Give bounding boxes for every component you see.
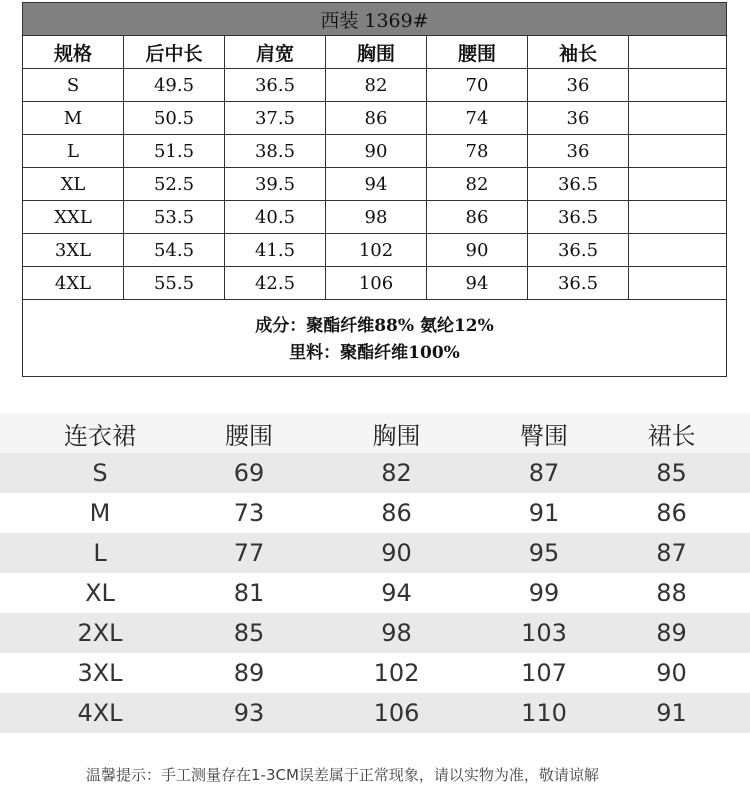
- suit-value-cell: 38.5: [225, 135, 326, 167]
- dress-size-cell: XL: [85, 579, 115, 607]
- suit-size-cell: 3XL: [23, 234, 124, 266]
- dress-size-cell: M: [89, 499, 111, 527]
- dress-value-cell: 86: [381, 499, 412, 527]
- suit-value-cell: 36.5: [528, 267, 629, 299]
- suit-value-cell: 74: [427, 102, 528, 134]
- suit-table-row: [23, 201, 726, 234]
- dress-value-cell: 98: [381, 619, 412, 647]
- dress-value-cell: 88: [656, 579, 687, 607]
- suit-table-row: [23, 234, 726, 267]
- dress-table-row: [0, 693, 750, 733]
- dress-value-cell: 69: [233, 459, 265, 487]
- suit-value-cell: 41.5: [225, 234, 326, 266]
- suit-value-cell: [629, 267, 726, 299]
- dress-header-cell: 臀围: [520, 421, 568, 450]
- composition-note: 成分：聚酯纤维88% 氨纶12%: [255, 315, 494, 336]
- suit-header-cell: 袖长: [528, 36, 629, 68]
- suit-value-cell: 98: [326, 201, 427, 233]
- suit-header-cell: 胸围: [326, 36, 427, 68]
- suit-value-cell: 36: [528, 102, 629, 134]
- dress-value-cell: 91: [528, 499, 560, 527]
- suit-size-cell: XXL: [23, 201, 124, 233]
- suit-table-row: [23, 102, 726, 135]
- dress-table-row: [0, 453, 750, 493]
- suit-value-cell: [629, 201, 726, 233]
- suit-header-cell: 腰围: [427, 36, 528, 68]
- suit-value-cell: 102: [326, 234, 427, 266]
- measurement-note: 温馨提示：手工测量存在1-3CM误差属于正常现象，请以实物为准，敬请谅解: [86, 766, 599, 784]
- dress-size-cell: 2XL: [77, 619, 123, 647]
- suit-value-cell: 36: [528, 135, 629, 167]
- suit-size-table: [22, 2, 727, 377]
- suit-value-cell: [629, 234, 726, 266]
- dress-size-cell: L: [93, 539, 107, 567]
- suit-value-cell: 70: [427, 69, 528, 101]
- dress-table-row: [0, 573, 750, 613]
- dress-header-cell: 裙长: [647, 421, 696, 450]
- suit-table-row: [23, 267, 726, 300]
- dress-value-cell: 110: [521, 699, 567, 727]
- dress-value-cell: 85: [233, 619, 265, 647]
- suit-value-cell: [629, 168, 726, 200]
- suit-table-row: [23, 168, 726, 201]
- suit-header-cell: [629, 36, 726, 68]
- dress-value-cell: 81: [233, 579, 265, 607]
- suit-value-cell: 51.5: [124, 135, 225, 167]
- dress-size-cell: 4XL: [77, 699, 123, 727]
- suit-value-cell: 86: [326, 102, 427, 134]
- suit-value-cell: 36.5: [225, 69, 326, 101]
- suit-value-cell: [629, 135, 726, 167]
- dress-value-cell: 82: [381, 459, 412, 487]
- dress-value-cell: 107: [521, 659, 567, 687]
- suit-size-cell: S: [23, 69, 124, 101]
- dress-value-cell: 89: [656, 619, 687, 647]
- dress-value-cell: 99: [528, 579, 560, 607]
- dress-value-cell: 77: [233, 539, 265, 567]
- suit-value-cell: 53.5: [124, 201, 225, 233]
- dress-value-cell: 103: [521, 619, 567, 647]
- dress-value-cell: 85: [656, 459, 687, 487]
- dress-value-cell: 90: [656, 659, 687, 687]
- suit-value-cell: 78: [427, 135, 528, 167]
- suit-table-title: 西装 1369#: [23, 3, 726, 36]
- suit-value-cell: 40.5: [225, 201, 326, 233]
- suit-value-cell: 36: [528, 69, 629, 101]
- suit-value-cell: 36.5: [528, 201, 629, 233]
- dress-value-cell: 102: [373, 659, 420, 687]
- dress-value-cell: 87: [528, 459, 560, 487]
- suit-value-cell: [629, 102, 726, 134]
- dress-value-cell: 95: [528, 539, 560, 567]
- suit-size-cell: L: [23, 135, 124, 167]
- dress-header-cell: 连衣裙: [64, 421, 136, 450]
- dress-value-cell: 87: [656, 539, 687, 567]
- suit-value-cell: 106: [326, 267, 427, 299]
- lining-note: 里料：聚酯纤维100%: [289, 342, 460, 363]
- suit-header-cell: 后中长: [124, 36, 225, 68]
- suit-value-cell: 36.5: [528, 234, 629, 266]
- dress-header-cell: 腰围: [225, 421, 273, 450]
- dress-size-cell: S: [92, 459, 108, 487]
- suit-value-cell: 54.5: [124, 234, 225, 266]
- suit-table-body: [23, 69, 726, 300]
- dress-value-cell: 90: [381, 539, 412, 567]
- suit-value-cell: 94: [326, 168, 427, 200]
- dress-value-cell: 89: [233, 659, 265, 687]
- dress-table-body: [0, 453, 750, 733]
- suit-value-cell: 37.5: [225, 102, 326, 134]
- suit-material-notes: [23, 300, 726, 379]
- suit-value-cell: [629, 69, 726, 101]
- suit-value-cell: 55.5: [124, 267, 225, 299]
- dress-header-row: [0, 413, 750, 453]
- dress-value-cell: 73: [233, 499, 265, 527]
- suit-value-cell: 39.5: [225, 168, 326, 200]
- dress-value-cell: 86: [656, 499, 687, 527]
- suit-value-cell: 49.5: [124, 69, 225, 101]
- suit-header-cell: 规格: [23, 36, 124, 68]
- suit-size-cell: M: [23, 102, 124, 134]
- dress-value-cell: 91: [656, 699, 687, 727]
- dress-size-cell: 3XL: [77, 659, 123, 687]
- dress-value-cell: 106: [373, 699, 420, 727]
- suit-value-cell: 86: [427, 201, 528, 233]
- suit-value-cell: 82: [326, 69, 427, 101]
- suit-header-cell: 肩宽: [225, 36, 326, 68]
- dress-table-row: [0, 653, 750, 693]
- suit-table-row: [23, 135, 726, 168]
- suit-table-row: [23, 69, 726, 102]
- dress-value-cell: 94: [381, 579, 412, 607]
- dress-table-row: [0, 533, 750, 573]
- suit-value-cell: 36.5: [528, 168, 629, 200]
- suit-value-cell: 90: [427, 234, 528, 266]
- suit-value-cell: 82: [427, 168, 528, 200]
- suit-value-cell: 94: [427, 267, 528, 299]
- dress-size-table: [0, 413, 750, 733]
- suit-value-cell: 42.5: [225, 267, 326, 299]
- suit-value-cell: 50.5: [124, 102, 225, 134]
- suit-size-cell: 4XL: [23, 267, 124, 299]
- dress-table-row: [0, 493, 750, 533]
- suit-size-cell: XL: [23, 168, 124, 200]
- suit-value-cell: 90: [326, 135, 427, 167]
- suit-header-row: [23, 36, 726, 69]
- dress-table-row: [0, 613, 750, 653]
- dress-value-cell: 93: [233, 699, 265, 727]
- dress-header-cell: 胸围: [372, 421, 421, 450]
- suit-value-cell: 52.5: [124, 168, 225, 200]
